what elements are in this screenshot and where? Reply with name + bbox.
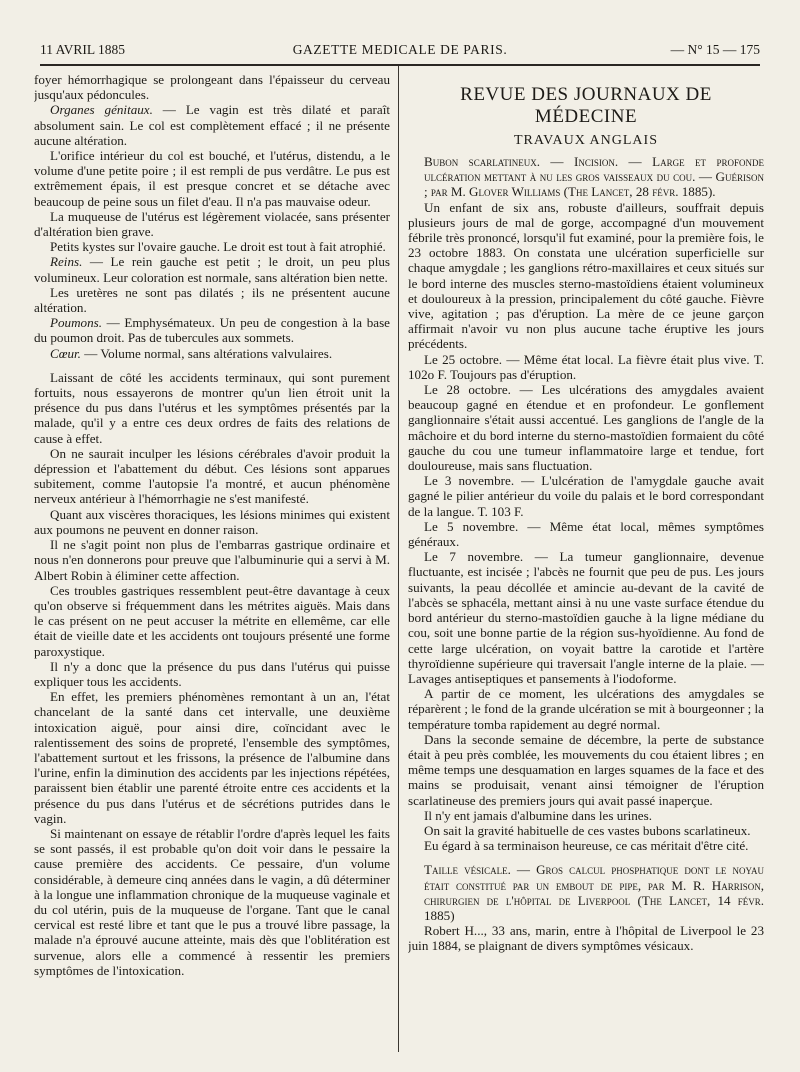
paragraph: Les uretères ne sont pas dilatés ; ils ne présentent aucune altération.	[34, 284, 390, 316]
paragraph-text: — Le vagin est très dilaté et paraît absolument sain. Le col est complètement effacé ; il ne présente aucune altération.	[34, 102, 390, 148]
header-issue-page: — N° 15 — 175	[670, 42, 760, 57]
paragraph: Le 25 octobre. — Même état local. La fièvre était plus vive. T. 102o F. Toujours pas d'éruption.	[408, 351, 764, 382]
paragraph-text: — Volume normal, sans altérations valvulaires.	[80, 345, 333, 361]
paragraph-text: — Le rein gauche est petit ; le droit, un peu plus volumineux. Leur coloration est normale, sans altération bien nette.	[34, 254, 390, 285]
paragraph: Le 28 octobre. — Les ulcérations des amygdales avaient beaucoup gagné en étendue et en profondeur. Le gonflement ganglionnaire s'était aussi accentué. Les ganglions de l'angle de la mâchoire et du bord interne du sterno-mastoïdien formaient du côté gauche du cou une tumeur inflammatoire large et tendue, fort douloureuse, mais sans fluctuation.	[408, 382, 764, 474]
paragraph: On ne saurait inculper les lésions cérébrales d'avoir produit la dépression et l'abattement du début. Ces lésions sont apparues subitement, comme l'autopsie l'a montré, et aucun phénomène nerveux antérieur à l'hémorrhagie ne s'est manifesté.	[34, 445, 390, 507]
paragraph: Ces troubles gastriques ressemblent peut-être davantage à ceux qu'on observe si fréquemment dans les métrites aiguës. Mais dans le cas présent on ne peut accuser la métrite en ellemême, car elle était de vieille date et les accidents ont toujours présenté une forme paroxystique.	[34, 582, 390, 659]
paragraph: Si maintenant on essaye de rétablir l'ordre d'après lequel les faits se sont passés, il est probable qu'on doit voir dans le pessaire la cause première des accidents. Ce pessaire, d'un volume considérable, à demeure cinq années dans le vagin, a dû déterminer à la longue une inflammation chronique de la muqueuse vaginale et du col utérin, puis de la muqueuse de l'organe. Tant que le canal cervical est resté libre et tant que le pus a trouvé libre passage, la malade n'a éprouvé aucune atteinte, mais dès que l'oblitération est survenue, alors elle a commencé à ressentir les premiers symptômes de l'intoxication.	[34, 825, 390, 978]
paragraph	[34, 315, 390, 345]
paragraph: Robert H..., 33 ans, marin, entre à l'hôpital de Liverpool le 23 juin 1884, se plaignant de divers symptômes vésicaux.	[408, 923, 764, 954]
paragraph: L'orifice intérieur du col est bouché, et l'utérus, distendu, a le volume d'une petite poire ; il est rempli de pus verdâtre. Le pus est extrêmement épais, il est presque concret et se détache avec beaucoup de peine sous un filet d'eau. Il n'a pas mauvaise odeur.	[34, 148, 390, 209]
header-date: 11 AVRIL 1885	[40, 42, 126, 57]
section-title: REVUE DES JOURNAUX DE MÉDECINE	[460, 84, 712, 127]
article-heading: Bubon scarlatineux. — Incision. — Large et profonde ulcération mettant à nu les gros vaisseaux du cou. — Guérison ; par M. Glover Williams (The Lancet, 28 févr. 1885).	[424, 154, 764, 200]
paragraph: Le 5 novembre. — Même état local, mêmes symptômes généraux.	[408, 518, 764, 550]
paragraph: Le 3 novembre. — L'ulcération de l'amygdale gauche avait gagné le pilier antérieur du voile du palais et le bord correspondant de la langue. T. 103 F.	[408, 473, 764, 519]
paragraph: On sait la gravité habituelle de ces vastes bubons scarlatineux.	[424, 822, 751, 838]
paragraph: Un enfant de six ans, robuste d'ailleurs, souffrait depuis plusieurs jours de mal de gorge, accompagné d'un mouvement fébrile très prononcé, lorsqu'il fut examiné, pour la première fois, le 23 octobre 1883. On constata une ulcération superficielle sur chaque amygdale ; les ganglions rétro-maxillaires et ceux situés sur le bord interne des muscles sterno-mastoïdiens étaient volumineux et douloureux à la pression, principalement du côté gauche. Fièvre vive, agitation ; pas d'éruption. La mère de ce jeune garçon affirmait n'avoir vu non plus aucune tache éruptive les jours précédents.	[408, 199, 764, 352]
paragraph: La muqueuse de l'utérus est légèrement violacée, sans présenter d'altération bien grave.	[34, 208, 390, 240]
paragraph-text: — Emphysémateux. Un peu de congestion à la base du poumon droit. Pas de tubercules aux sommets.	[34, 315, 390, 346]
paragraph: Laissant de côté les accidents terminaux, qui sont purement fortuits, nous essayerons de montrer qu'un lien étroit unit la présence du pus dans l'utérus et les symptômes présentés par la malade, qu'il y a entre ces deux ordres de faits des relations de cause à effet.	[34, 369, 390, 446]
section-label: Cœur.	[50, 345, 81, 361]
paragraph: Le 7 novembre. — La tumeur ganglionnaire, devenue fluctuante, est incisée ; l'abcès ne fournit que peu de pus. Les jours suivants, la peau décollée et amincie au-devant de la cavité de l'abcès se sphacéla, mettant ainsi à nu une vaste surface étendue du bord antérieur du sterno-mastoïdien gauche à la ligne médiane du cou, soit une bonne partie de la région sus-hyoïdienne. Au fond de cette large ulcération, on voyait battre la carotide et l'artère thyroïdienne supérieure qui traversait l'angle interne de la plaie. — Lavages antiseptiques et pansements à l'iodoforme.	[408, 549, 764, 686]
paragraph: Dans la seconde semaine de décembre, la perte de substance était à peu près comblée, les mouvements du cou étaient libres ; en même temps une desquamation en larges squames de la face et des mains se produisait, venant ainsi témoigner de l'éruption scarlatineuse des premiers jours qui avait passé inaperçue.	[408, 731, 764, 808]
left-column	[34, 72, 390, 1048]
paragraph: Il n'y a donc que la présence du pus dans l'utérus qui puisse expliquer tous les accidents.	[34, 658, 390, 689]
page-header	[40, 40, 760, 66]
paragraph: Eu égard à sa terminaison heureuse, ce cas méritait d'être cité.	[424, 838, 749, 854]
paragraph: Il ne s'agit point non plus de l'embarras gastrique ordinaire et nous n'en donnerons pour preuve que l'albuminurie qui a servi à M. Albert Robin à éliminer cette affection.	[34, 537, 390, 583]
article-heading: Taille vésicale. — Gros calcul phosphatique dont le noyau était constitué par un embout de pipe, par M. R. Harrison, chirurgien de l'hôpital de Liverpool (The Lancet, 14 févr. 1885)	[424, 862, 764, 923]
paragraph: foyer hémorrhagique se prolongeant dans l'épaisseur du cerveau jusqu'aux pédoncules.	[34, 72, 390, 103]
paragraph: Petits kystes sur l'ovaire gauche. Le droit est tout à fait atrophié.	[50, 239, 386, 255]
paragraph: Quant aux viscères thoraciques, les lésions minimes qui existent aux poumons ne peuvent en donner raison.	[34, 506, 390, 537]
paragraph: Il n'y ent jamais d'albumine dans les urines.	[424, 807, 652, 823]
paragraph: En effet, les premiers phénomènes remontant à un an, l'état chancelant de la santé dans cet intervalle, une deuxième intoxication aiguë, pour ainsi dire, coïncidant avec le ralentissement des soins de propreté, l'ensemble des symptômes, l'abattement surtout et les frissons, la présence de l'albumine dans l'urine, enfin la diminution des accidents par les injections répétées, paraissent bien établir une parenté étroite entre ces accidents et la présence du pus dans l'utérus et de sécrétions putrides dans le vagin.	[34, 689, 390, 826]
paragraph: A partir de ce moment, les ulcérations des amygdales se réparèrent ; le fond de la grande ulcération se mit à bourgeonner ; la température tomba rapidement au degré normal.	[408, 686, 764, 732]
section-label: Organes génitaux.	[50, 102, 153, 118]
paragraph	[34, 254, 390, 284]
section-label: Reins.	[50, 254, 83, 270]
section-subtitle: TRAVAUX ANGLAIS	[513, 133, 658, 148]
paragraph	[34, 346, 390, 361]
column-divider	[398, 66, 399, 1052]
right-column	[408, 72, 764, 1048]
header-journal-title: GAZETTE MEDICALE DE PARIS.	[292, 42, 508, 57]
section-label: Poumons.	[50, 315, 103, 331]
paragraph	[34, 102, 390, 148]
